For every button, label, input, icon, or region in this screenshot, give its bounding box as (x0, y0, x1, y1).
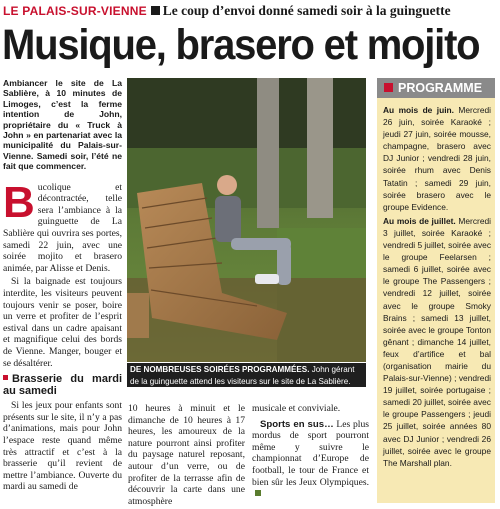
programme-title: PROGRAMME (398, 81, 483, 95)
programme-header (377, 78, 495, 98)
programme-june: Au mois de juin. Mercredi 26 juin, soirée Karaoké ; jeudi 27 juin, soirée mousse, champagne, brasero avec DJ Junior ; vendredi 28 juin, soirée rhum avec Denis Tatatin ; samedi 29 juin, soirée brasero avec le groupe Evidence. (383, 105, 491, 212)
square-bullet-icon (151, 6, 160, 15)
article-chapo: Ambiancer le site de La Sablière, à 10 minutes de Limoges, c’est la ferme intention de John, propriétaire du « Truck à John » en partenariat avec la municipalité du Palais-sur-Vienne. Samedi soir, l’été ne fait que commencer. (3, 78, 122, 172)
article-subhead: Le coup d’envoi donné samedi soir à la guinguette (162, 3, 451, 18)
guinguette-photo-image (127, 78, 366, 362)
sports-label: Sports en sus… (260, 418, 334, 430)
article-paragraph-5: musicale et conviviale. (252, 403, 341, 414)
article-headline: Musique, brasero et mojito (2, 21, 480, 69)
programme-sidebar (377, 78, 495, 503)
article-paragraph-6: Sports en sus… Les plus mordus de sport pourront même y suivre le championnat d’Europe de football, le tour de France et bien sûr les Jeux Olympiques. (252, 419, 369, 500)
caption-lead: DE NOMBREUSES SOIRÉES PROGRAMMÉES. (130, 365, 310, 374)
end-mark-icon (255, 490, 261, 496)
article-paragraph-2: Si la baignade est toujours interdite, les visiteurs peuvent toujours venir se poser, boire un verre et profiter de l’esprit estival dans un cadre apaisant et magnifique celui des bords de Vienne. Manger, bouger et se désaltérer. (3, 276, 122, 369)
article-photo (127, 78, 366, 362)
photo-caption (127, 363, 366, 387)
location-kicker: LE PALAIS-SUR-VIENNE (3, 4, 147, 18)
article-paragraph-4: 10 heures à minuit et le dimanche de 10 heures à 17 heures, les amoureux de la nature pourront ainsi profiter du paysage naturel reposant, autour d’un verre, ou de profiter de la terrasse afin de découvrir la carte dans une atmosphère (128, 403, 245, 507)
article-topline (3, 2, 497, 18)
square-bullet-icon (384, 83, 393, 92)
article-paragraph-1: Bucolique et décontractée, telle sera l’ambiance à la guinguette de La Sablière qui ouvrira ses portes, samedi 22 juin, avec une soirée mojito et brasero animée, par Alisse et Denis. (3, 177, 122, 274)
article-column-2 (128, 403, 245, 509)
drop-cap: B (3, 177, 35, 227)
article-column-1 (3, 78, 122, 495)
article-subtitle: Brasserie du mardi au samedi (3, 373, 122, 398)
caption-text: John gérant de la guinguette attend les visiteurs sur le site de La Sablière. (130, 365, 355, 386)
article-column-3 (252, 403, 369, 502)
article-paragraph-3: Si les jeux pour enfants sont présents sur le site, il n’y a pas d’animations, mais pour John l’espace reste quand même très attractif et c’est à la brasserie qu’il revient de mettre l’ambiance. Ouverte du mardi au samedi de (3, 400, 122, 493)
programme-july: Au mois de juillet. Mercredi 3 juillet, soirée Karaoké ; vendredi 5 juillet, soirée avec le groupe Feelarsen ; samedi 6 juillet, soirée avec le groupe The Passengers ; vendredi 12 juillet, soirée avec le groupe Smoky Brains ; samedi 13 juillet, soirée avec le groupe Tonton gênant ; dimanche 14 juillet, feux d’artifice et bal (organisation mairie du Palais-sur-Vienne) ; vendredi 19 juillet, soirée portugaise ; samedi 20 juillet, soirée avec le groupe Passengers ; jeudi 25 juillet, soirée années 80 avec DJ Junior ; vendredi 26 juillet, soirée avec le groupe The Marshall plan. (383, 215, 492, 468)
programme-body (383, 104, 491, 471)
